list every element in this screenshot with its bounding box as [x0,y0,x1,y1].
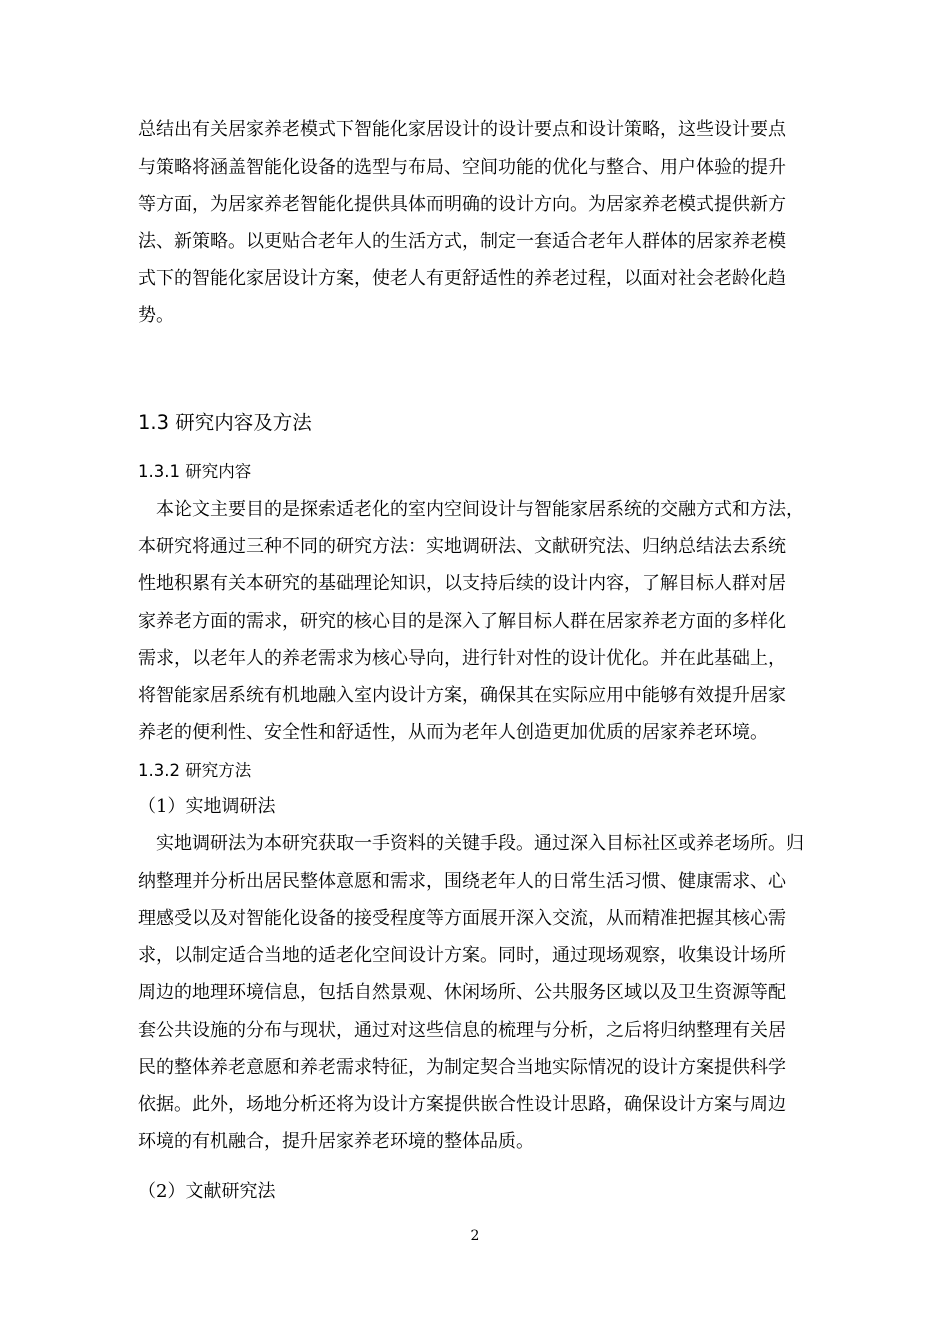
content-paragraph-line: 养老的便利性、安全性和舒适性，从而为老年人创造更加优质的居家养老环境。 [138,722,768,743]
content-paragraph-line: 需求，以老年人的养老需求为核心导向，进行针对性的设计优化。并在此基础上， [138,648,786,669]
content-paragraph-line: 将智能家居系统有机地融入室内设计方案，确保其在实际应用中能够有效提升居家 [138,685,786,706]
field-paragraph-line: 求，以制定适合当地的适老化空间设计方案。同时，通过现场观察，收集设计场所 [138,945,786,966]
method-label: （1）实地调研法 [138,796,276,817]
intro-line: 与策略将涵盖智能化设备的选型与布局、空间功能的优化与整合、用户体验的提升 [138,157,786,178]
field-paragraph-line: 周边的地理环境信息，包括自然景观、休闲场所、公共服务区域以及卫生资源等配 [138,982,786,1003]
method-label: （2）文献研究法 [138,1181,276,1202]
field-paragraph-line: 依据。此外，场地分析还将为设计方案提供嵌合性设计思路，确保设计方案与周边 [138,1094,786,1115]
subsection-heading: 1.3.1 研究内容 [138,462,252,481]
field-paragraph-line: 环境的有机融合，提升居家养老环境的整体品质。 [138,1131,534,1152]
content-paragraph-line: 本论文主要目的是探索适老化的室内空间设计与智能家居系统的交融方式和方法， [156,499,804,520]
field-paragraph-line: 纳整理并分析出居民整体意愿和需求，围绕老年人的日常生活习惯、健康需求、心 [138,871,786,892]
field-paragraph-line: 理感受以及对智能化设备的接受程度等方面展开深入交流，从而精准把握其核心需 [138,908,786,929]
content-paragraph-line: 本研究将通过三种不同的研究方法：实地调研法、文献研究法、归纳总结法去系统 [138,536,786,557]
page-number: 2 [470,1228,480,1244]
field-paragraph-line: 套公共设施的分布与现状，通过对这些信息的梳理与分析，之后将归纳整理有关居 [138,1020,786,1041]
intro-line: 式下的智能化家居设计方案，使老人有更舒适性的养老过程，以面对社会老龄化趋 [138,268,786,289]
section-heading: 1.3 研究内容及方法 [138,411,312,434]
subsection-heading: 1.3.2 研究方法 [138,761,252,780]
field-paragraph-line: 实地调研法为本研究获取一手资料的关键手段。通过深入目标社区或养老场所。归 [156,833,804,854]
intro-line: 等方面，为居家养老智能化提供具体而明确的设计方向。为居家养老模式提供新方 [138,194,786,215]
field-paragraph-line: 民的整体养老意愿和养老需求特征，为制定契合当地实际情况的设计方案提供科学 [138,1057,786,1078]
content-paragraph-line: 性地积累有关本研究的基础理论知识，以支持后续的设计内容，了解目标人群对居 [138,573,786,594]
content-paragraph-line: 家养老方面的需求，研究的核心目的是深入了解目标人群在居家养老方面的多样化 [138,611,786,632]
intro-line: 总结出有关居家养老模式下智能化家居设计的设计要点和设计策略，这些设计要点 [138,119,786,140]
intro-line: 法、新策略。以更贴合老年人的生活方式，制定一套适合老年人群体的居家养老模 [138,231,786,252]
intro-line: 势。 [138,305,174,326]
